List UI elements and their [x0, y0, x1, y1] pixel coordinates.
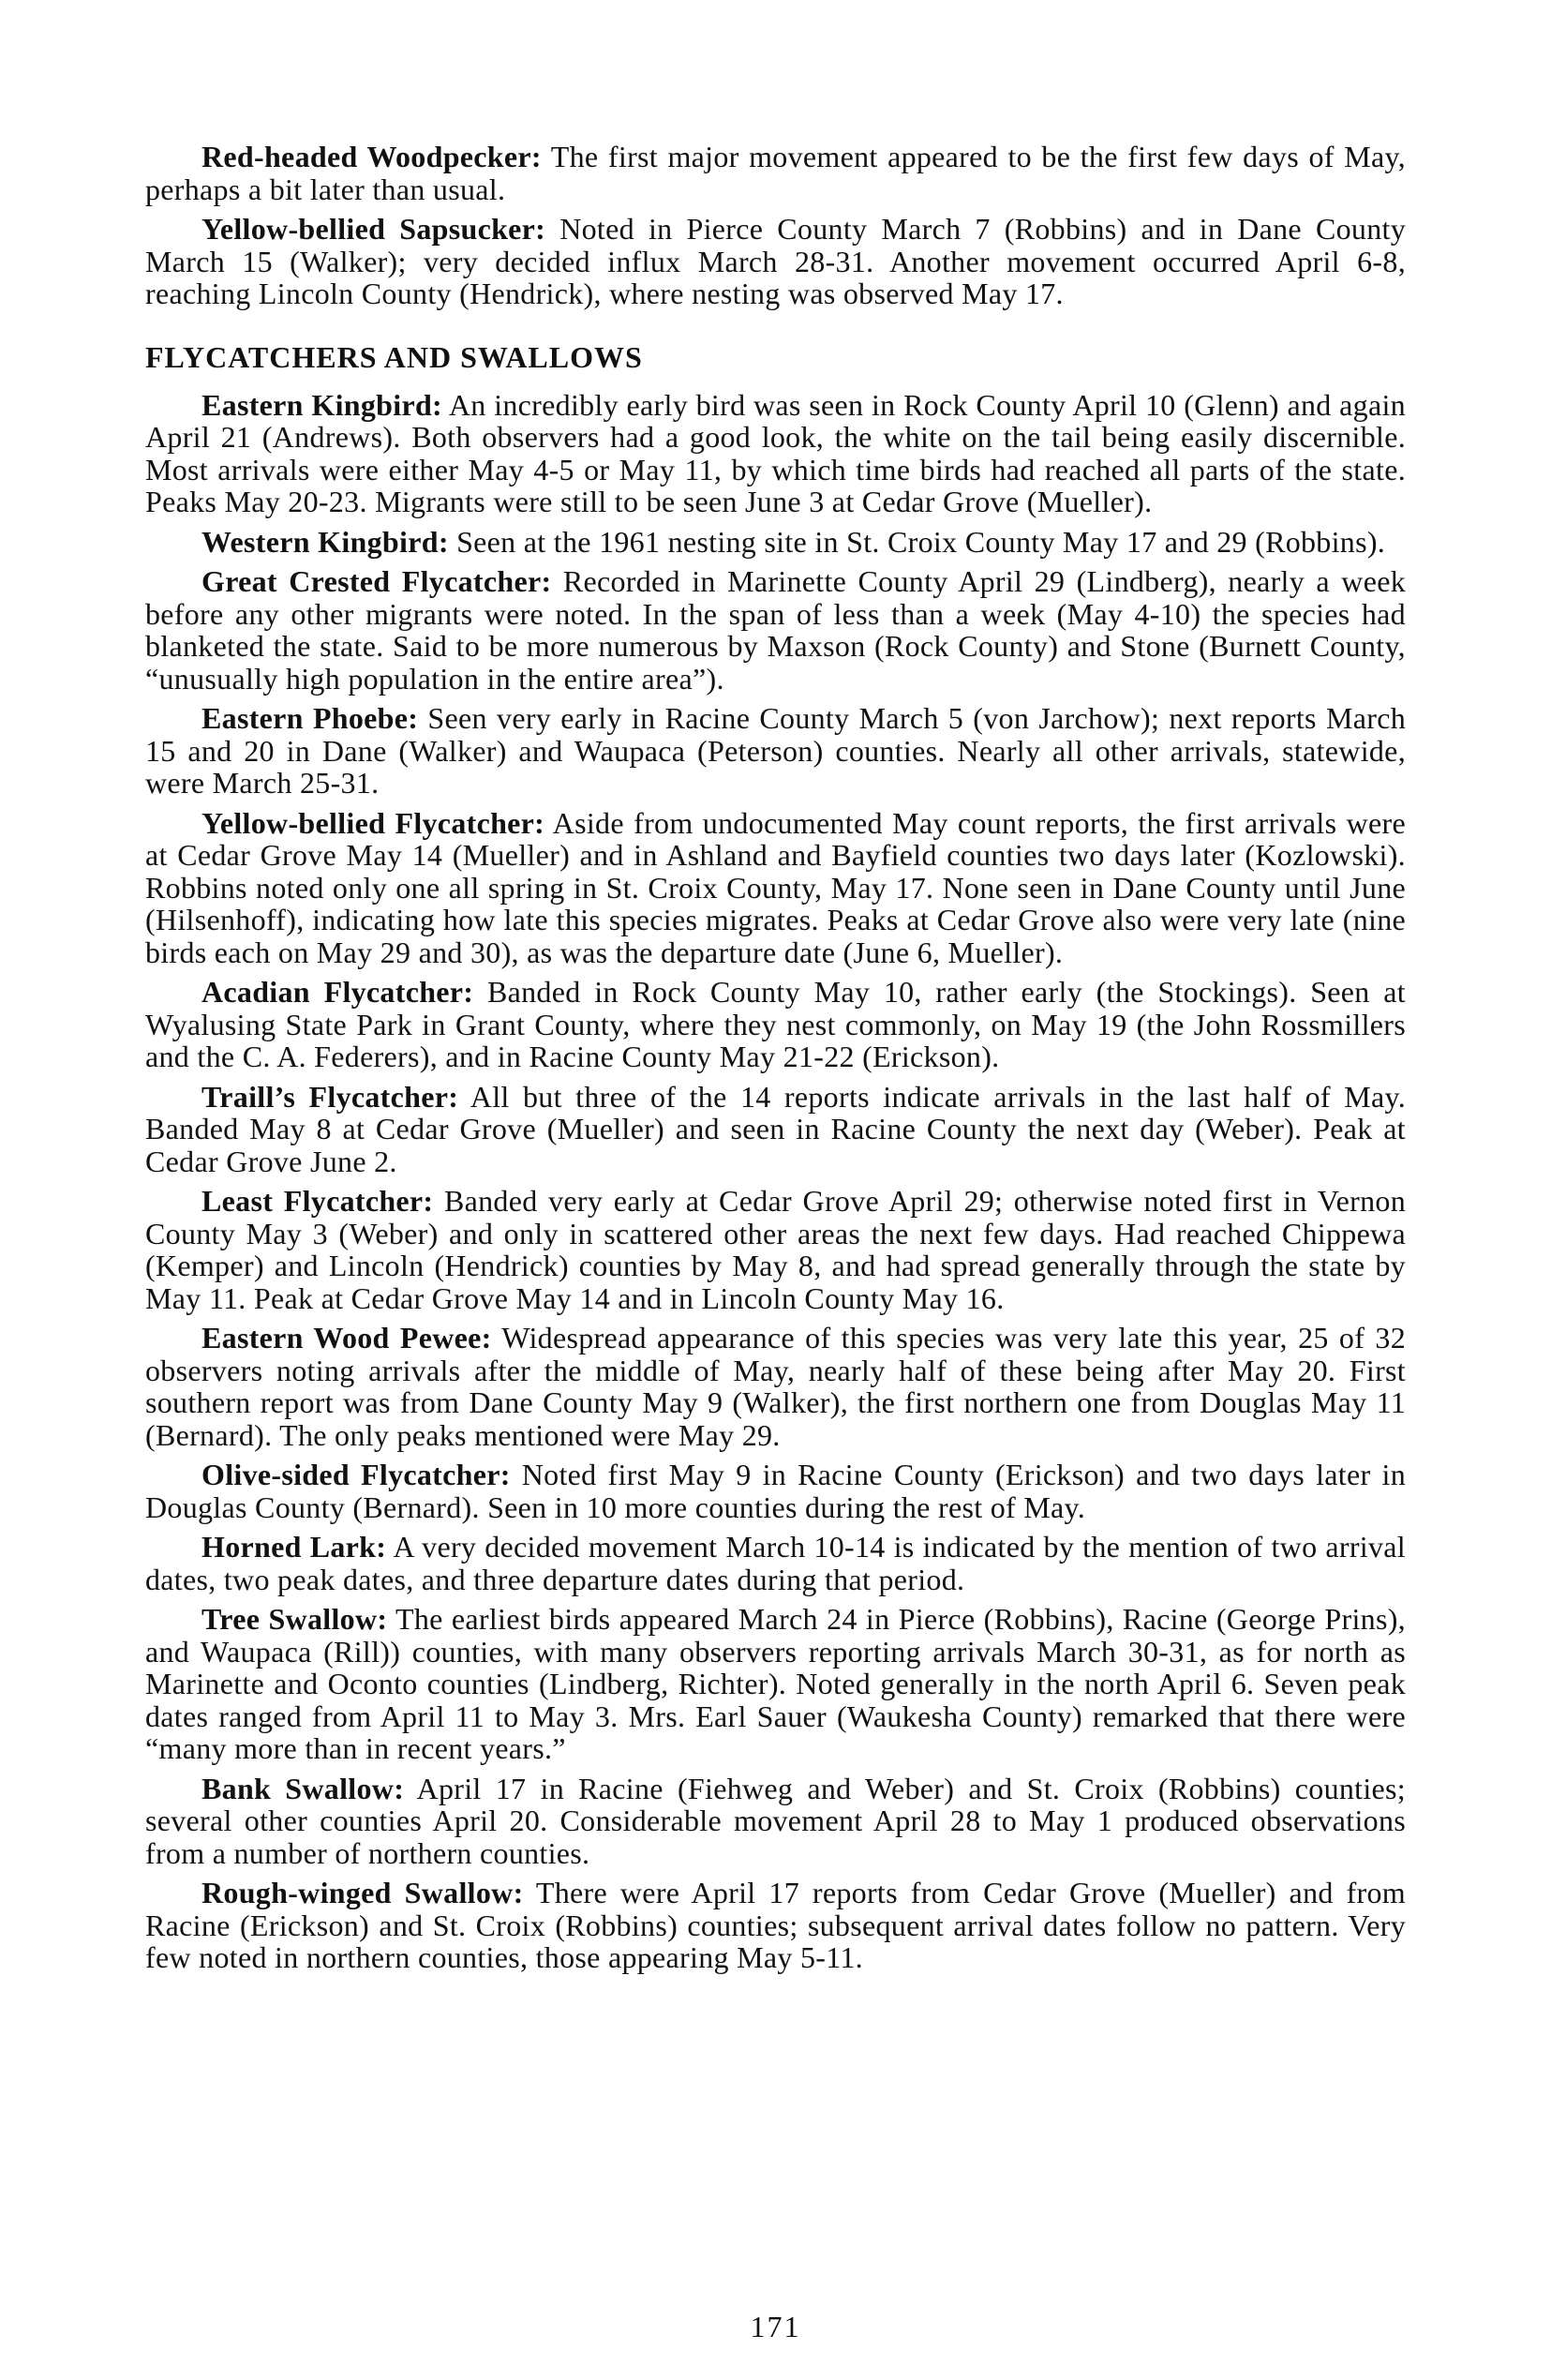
species-name: Traill’s Flycatcher: [201, 1079, 459, 1114]
species-name: Western Kingbird: [201, 524, 449, 559]
entry-text: April 17 in Racine (Fiehweg and Weber) and St. Croix (Robbins) counties; several other counties April 20. Considerable movement April 28 to May 1 produced observations from a number of northern counties. [145, 1771, 1406, 1870]
species-name: Red-headed Woodpecker: [201, 140, 542, 173]
page-number: 171 [750, 2310, 801, 2343]
species-name: Eastern Kingbird: [201, 387, 442, 422]
species-name: Great Crested Flycatcher: [201, 564, 552, 598]
entry-text: Banded in Rock County May 10, rather early (the Stockings). Seen at Wyalusing State Park in Grant County, where they nest commonly, on May 19 (the John Rossmillers and the C. A. Federers), and in Racine County May 21-22 (Erickson). [145, 975, 1407, 1073]
entry-least-flycatcher [145, 1185, 1406, 1314]
entry-text: All but three of the 14 reports indicate arrivals in the last half of May. Banded May 8 at Cedar Grove (Mueller) and seen in Racine County the next day (Weber). Peak at Cedar Grove June 2. [145, 1079, 1407, 1178]
entry-text: Banded very early at Cedar Grove April 29; otherwise noted first in Vernon County May 3 (Weber) and only in scattered other areas the next few days. Had reached Chippewa (Kemper) and Lincoln (Hendrick) counties by May 8, and had spread generally through the state by May 11. Peak at Cedar Grove May 14 and in Lincoln County May 16. [145, 1184, 1407, 1315]
entry-olive-sided-flycatcher [145, 1459, 1406, 1523]
species-name: Bank Swallow: [201, 1771, 405, 1805]
entry-text: There were April 17 reports from Cedar Grove (Mueller) and from Racine (Erickson) and St. Croix (Robbins) counties; subsequent arrival dates follow no pattern. Very few noted in northern counties, those appearing May 5-11. [145, 1876, 1406, 1974]
entry-eastern-phoebe [145, 702, 1406, 800]
species-name: Acadian Flycatcher: [201, 975, 474, 1009]
entry-text: Noted in Pierce County March 7 (Robbins) and in Dane County March 15 (Walker); very decided influx March 28-31. Another movement occurred April 6-8, reaching Lincoln County (Hendrick), where nesting was observed May 17. [145, 212, 1407, 310]
page-content [145, 141, 1406, 1982]
entry-text: The earliest birds appeared March 24 in Pierce (Robbins), Racine (George Prins), and Waupaca (Rill)) counties, with many observers reporting arrivals March 30-31, as for north as Marinette and Oconto counties (Lindberg, Richter). Noted generally in the north April 6. Seven peak dates ranged from April 11 to May 3. Mrs. Earl Sauer (Waukesha County) remarked that there were “many more than in recent years.” [145, 1602, 1406, 1765]
entry-rough-winged-swallow [145, 1877, 1406, 1974]
entry-text: Noted first May 9 in Racine County (Erickson) and two days later in Douglas County (Bernard). Seen in 10 more counties during the rest of May. [145, 1458, 1406, 1524]
entry-yellow-bellied-flycatcher [145, 807, 1406, 969]
entry-text: An incredibly early bird was seen in Rock County April 10 (Glenn) and again April 21 (Andrews). Both observers had a good look, the white on the tail being easily discernible. Most arrivals were either May 4-5 or May 11, by which time birds had reached all parts of the state. Peaks May 20-23. Migrants were still to be seen June 3 at Cedar Grove (Mueller). [145, 387, 1406, 518]
species-name: Horned Lark: [201, 1530, 387, 1564]
entry-great-crested-flycatcher [145, 565, 1406, 695]
entry-yellow-bellied-sapsucker [145, 213, 1406, 310]
species-name: Yellow-bellied Sapsucker: [201, 212, 546, 246]
entry-bank-swallow [145, 1773, 1406, 1870]
section-heading: FLYCATCHERS AND SWALLOWS [145, 339, 643, 374]
entry-text: Aside from undocumented May count reports, the first arrivals were at Cedar Grove May 14 (Mueller) and in Ashland and Bayfield counties two days later (Kozlowski). Robbins noted only one all spring in St. Croix County, May 17. None seen in Dane County until June (Hilsenhoff), indicating how late this species migrates. Peaks at Cedar Grove also were very late (nine birds each on May 29 and 30), as was the departure date (June 6, Mueller). [145, 805, 1406, 969]
entry-western-kingbird [145, 526, 1406, 559]
species-name: Least Flycatcher: [201, 1184, 434, 1218]
entry-text: Widespread appearance of this species was very late this year, 25 of 32 observers noting arrivals after the middle of May, nearly half of these being after May 20. First southern report was from Dane County May 9 (Walker), the first northern one from Douglas May 11 (Bernard). The only peaks mentioned were May 29. [145, 1321, 1406, 1452]
entry-traills-flycatcher [145, 1081, 1406, 1178]
entry-text: Seen at the 1961 nesting site in St. Croix County May 17 and 29 (Robbins). [448, 524, 1386, 559]
entry-text: Seen very early in Racine County March 5 (von Jarchow); next reports March 15 and 20 in Dane (Walker) and Waupaca (Peterson) counties. Nearly all other arrivals, statewide, were March 25-31. [145, 701, 1407, 800]
species-name: Rough-winged Swallow: [201, 1876, 524, 1909]
entry-horned-lark [145, 1531, 1406, 1595]
species-name: Yellow-bellied Flycatcher: [201, 805, 545, 840]
entry-text: The first major movement appeared to be the first few days of May, perhaps a bit later than usual. [145, 140, 1406, 206]
entry-list-top [145, 141, 1406, 310]
entry-text: Recorded in Marinette County April 29 (Lindberg), nearly a week before any other migrants were noted. In the span of less than a week (May 4-10) the species had blanketed the state. Said to be more numerous by Maxson (Rock County) and Stone (Burnett County, “unusually high population in the entire area”). [145, 564, 1407, 696]
entry-tree-swallow [145, 1603, 1406, 1765]
entry-acadian-flycatcher [145, 976, 1406, 1073]
species-name: Olive-sided Flycatcher: [201, 1458, 511, 1491]
entry-eastern-wood-pewee [145, 1322, 1406, 1451]
entry-list-section [145, 389, 1406, 1974]
entry-text: A very decided movement March 10-14 is indicated by the mention of two arrival dates, two peak dates, and three departure dates during that period. [145, 1530, 1406, 1596]
entry-eastern-kingbird [145, 389, 1406, 518]
species-name: Tree Swallow: [201, 1602, 388, 1636]
entry-red-headed-woodpecker [145, 141, 1406, 205]
species-name: Eastern Wood Pewee: [201, 1321, 492, 1355]
species-name: Eastern Phoebe: [201, 701, 419, 735]
